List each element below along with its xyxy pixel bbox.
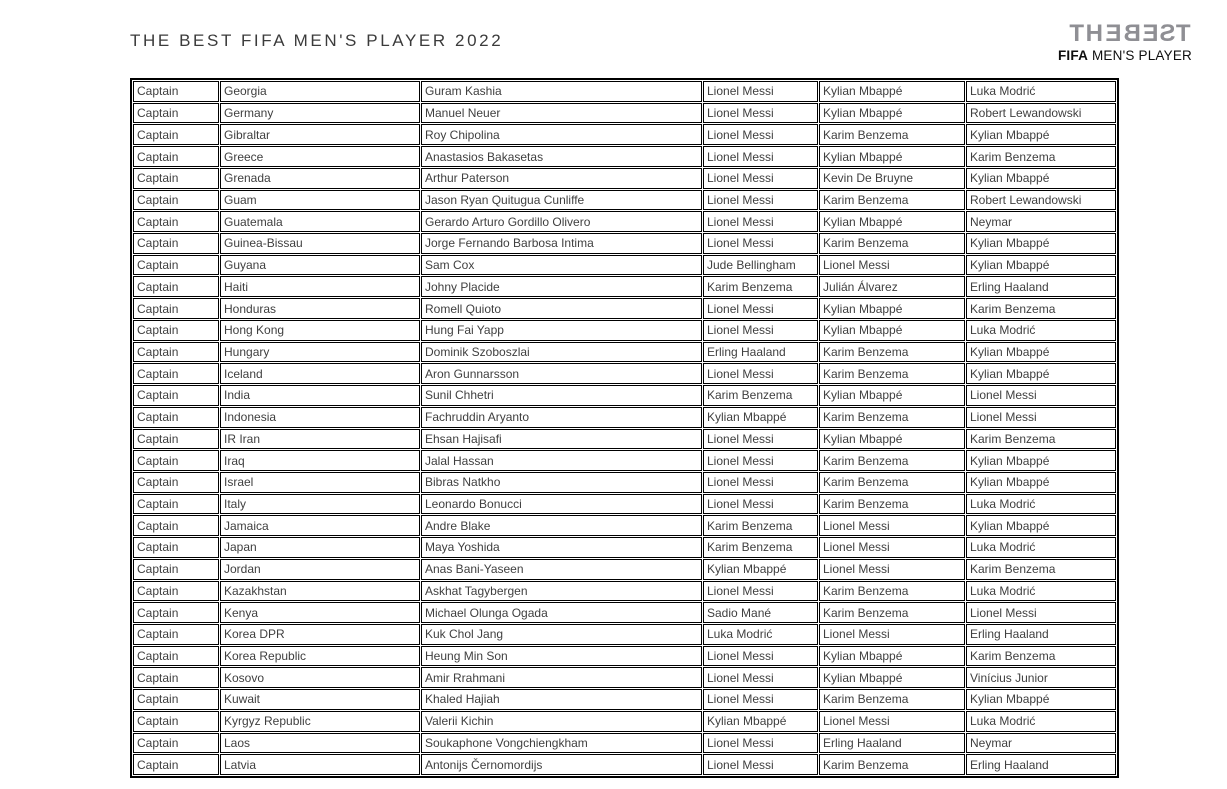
first-vote-cell: Lionel Messi <box>703 146 818 167</box>
country-cell: Grenada <box>220 168 420 189</box>
first-vote-cell: Sadio Mané <box>703 602 818 623</box>
second-vote-cell: Karim Benzema <box>819 407 965 428</box>
captain-name-cell: Jason Ryan Quitugua Cunliffe <box>421 190 702 211</box>
country-cell: Laos <box>220 733 420 754</box>
captain-name-cell: Manuel Neuer <box>421 103 702 124</box>
country-cell: Gibraltar <box>220 124 420 145</box>
second-vote-cell: Kylian Mbappé <box>819 320 965 341</box>
country-cell: Iraq <box>220 450 420 471</box>
voter-role-cell: Captain <box>133 689 219 710</box>
second-vote-cell: Karim Benzema <box>819 190 965 211</box>
captain-votes-table <box>130 78 1119 778</box>
third-vote-cell: Neymar <box>966 733 1116 754</box>
captain-name-cell: Jalal Hassan <box>421 450 702 471</box>
table-row <box>133 429 1116 450</box>
captain-name-cell: Sam Cox <box>421 255 702 276</box>
voter-role-cell: Captain <box>133 754 219 775</box>
table-row <box>133 689 1116 710</box>
third-vote-cell: Kylian Mbappé <box>966 472 1116 493</box>
second-vote-cell: Karim Benzema <box>819 754 965 775</box>
captain-name-cell: Hung Fai Yapp <box>421 320 702 341</box>
country-cell: Guatemala <box>220 211 420 232</box>
second-vote-cell: Lionel Messi <box>819 559 965 580</box>
country-cell: Hong Kong <box>220 320 420 341</box>
table-row <box>133 515 1116 536</box>
table-row <box>133 320 1116 341</box>
table-row <box>133 255 1116 276</box>
country-cell: IR Iran <box>220 429 420 450</box>
table-row <box>133 124 1116 145</box>
third-vote-cell: Robert Lewandowski <box>966 103 1116 124</box>
third-vote-cell: Kylian Mbappé <box>966 255 1116 276</box>
second-vote-cell: Lionel Messi <box>819 711 965 732</box>
captain-name-cell: Heung Min Son <box>421 646 702 667</box>
voter-role-cell: Captain <box>133 450 219 471</box>
second-vote-cell: Karim Benzema <box>819 450 965 471</box>
voter-role-cell: Captain <box>133 733 219 754</box>
country-cell: Honduras <box>220 298 420 319</box>
table-row <box>133 581 1116 602</box>
captain-name-cell: Kuk Chol Jang <box>421 624 702 645</box>
first-vote-cell: Lionel Messi <box>703 581 818 602</box>
captain-name-cell: Khaled Hajiah <box>421 689 702 710</box>
third-vote-cell: Kylian Mbappé <box>966 689 1116 710</box>
table-row <box>133 624 1116 645</box>
country-cell: Kosovo <box>220 667 420 688</box>
second-vote-cell: Karim Benzema <box>819 581 965 602</box>
voter-role-cell: Captain <box>133 255 219 276</box>
third-vote-cell: Karim Benzema <box>966 146 1116 167</box>
table-row <box>133 233 1116 254</box>
third-vote-cell: Karim Benzema <box>966 559 1116 580</box>
captain-name-cell: Maya Yoshida <box>421 537 702 558</box>
third-vote-cell: Lionel Messi <box>966 602 1116 623</box>
first-vote-cell: Lionel Messi <box>703 103 818 124</box>
second-vote-cell: Karim Benzema <box>819 233 965 254</box>
table-row <box>133 559 1116 580</box>
captain-name-cell: Gerardo Arturo Gordillo Olivero <box>421 211 702 232</box>
first-vote-cell: Lionel Messi <box>703 190 818 211</box>
third-vote-cell: Luka Modrić <box>966 711 1116 732</box>
first-vote-cell: Lionel Messi <box>703 363 818 384</box>
table-row <box>133 667 1116 688</box>
first-vote-cell: Lionel Messi <box>703 168 818 189</box>
table-row <box>133 711 1116 732</box>
captain-name-cell: Fachruddin Aryanto <box>421 407 702 428</box>
captain-name-cell: Michael Olunga Ogada <box>421 602 702 623</box>
table-row <box>133 450 1116 471</box>
third-vote-cell: Lionel Messi <box>966 385 1116 406</box>
country-cell: Korea DPR <box>220 624 420 645</box>
country-cell: Jamaica <box>220 515 420 536</box>
first-vote-cell: Lionel Messi <box>703 494 818 515</box>
table-row <box>133 646 1116 667</box>
table-row <box>133 733 1116 754</box>
second-vote-cell: Kylian Mbappé <box>819 211 965 232</box>
third-vote-cell: Luka Modrić <box>966 320 1116 341</box>
second-vote-cell: Kylian Mbappé <box>819 298 965 319</box>
the-best-fifa-logo <box>1058 22 1192 63</box>
table-row <box>133 168 1116 189</box>
second-vote-cell: Kylian Mbappé <box>819 646 965 667</box>
second-vote-cell: Kylian Mbappé <box>819 146 965 167</box>
captain-name-cell: Bibras Natkho <box>421 472 702 493</box>
first-vote-cell: Kylian Mbappé <box>703 711 818 732</box>
table-row <box>133 81 1116 102</box>
first-vote-cell: Lionel Messi <box>703 233 818 254</box>
captain-name-cell: Arthur Paterson <box>421 168 702 189</box>
voter-role-cell: Captain <box>133 81 219 102</box>
first-vote-cell: Jude Bellingham <box>703 255 818 276</box>
third-vote-cell: Karim Benzema <box>966 298 1116 319</box>
table-row <box>133 276 1116 297</box>
voter-role-cell: Captain <box>133 363 219 384</box>
second-vote-cell: Lionel Messi <box>819 537 965 558</box>
second-vote-cell: Julián Álvarez <box>819 276 965 297</box>
voter-role-cell: Captain <box>133 190 219 211</box>
country-cell: Guyana <box>220 255 420 276</box>
third-vote-cell: Karim Benzema <box>966 646 1116 667</box>
second-vote-cell: Kylian Mbappé <box>819 429 965 450</box>
table-row <box>133 342 1116 363</box>
country-cell: Japan <box>220 537 420 558</box>
first-vote-cell: Kylian Mbappé <box>703 559 818 580</box>
captain-name-cell: Ehsan Hajisafi <box>421 429 702 450</box>
third-vote-cell: Kylian Mbappé <box>966 168 1116 189</box>
second-vote-cell: Karim Benzema <box>819 342 965 363</box>
first-vote-cell: Lionel Messi <box>703 211 818 232</box>
second-vote-cell: Karim Benzema <box>819 602 965 623</box>
third-vote-cell: Kylian Mbappé <box>966 233 1116 254</box>
first-vote-cell: Karim Benzema <box>703 515 818 536</box>
third-vote-cell: Luka Modrić <box>966 581 1116 602</box>
table-row <box>133 472 1116 493</box>
second-vote-cell: Karim Benzema <box>819 472 965 493</box>
captain-name-cell: Dominik Szoboszlai <box>421 342 702 363</box>
voter-role-cell: Captain <box>133 429 219 450</box>
captain-name-cell: Soukaphone Vongchiengkham <box>421 733 702 754</box>
voter-role-cell: Captain <box>133 537 219 558</box>
second-vote-cell: Kylian Mbappé <box>819 667 965 688</box>
captain-name-cell: Roy Chipolina <box>421 124 702 145</box>
third-vote-cell: Kylian Mbappé <box>966 124 1116 145</box>
table-row <box>133 754 1116 775</box>
third-vote-cell: Kylian Mbappé <box>966 363 1116 384</box>
first-vote-cell: Lionel Messi <box>703 81 818 102</box>
voter-role-cell: Captain <box>133 559 219 580</box>
captain-name-cell: Anas Bani-Yaseen <box>421 559 702 580</box>
country-cell: Hungary <box>220 342 420 363</box>
page-title: THE BEST FIFA MEN'S PLAYER 2022 <box>130 31 504 50</box>
country-cell: Italy <box>220 494 420 515</box>
first-vote-cell: Lionel Messi <box>703 667 818 688</box>
mens-player-wordmark-text: MEN'S PLAYER <box>1088 48 1192 63</box>
country-cell: Israel <box>220 472 420 493</box>
first-vote-cell: Lionel Messi <box>703 429 818 450</box>
third-vote-cell: Lionel Messi <box>966 407 1116 428</box>
voter-role-cell: Captain <box>133 581 219 602</box>
table-row <box>133 363 1116 384</box>
country-cell: Germany <box>220 103 420 124</box>
voter-role-cell: Captain <box>133 103 219 124</box>
table-row <box>133 602 1116 623</box>
country-cell: Guinea-Bissau <box>220 233 420 254</box>
fifa-wordmark-bold: FIFA <box>1057 48 1089 63</box>
captain-name-cell: Romell Quioto <box>421 298 702 319</box>
voter-role-cell: Captain <box>133 646 219 667</box>
country-cell: Korea Republic <box>220 646 420 667</box>
voter-role-cell: Captain <box>133 515 219 536</box>
first-vote-cell: Kylian Mbappé <box>703 407 818 428</box>
table-row <box>133 146 1116 167</box>
second-vote-cell: Erling Haaland <box>819 733 965 754</box>
voter-role-cell: Captain <box>133 298 219 319</box>
first-vote-cell: Lionel Messi <box>703 320 818 341</box>
second-vote-cell: Kevin De Bruyne <box>819 168 965 189</box>
voter-role-cell: Captain <box>133 320 219 341</box>
captain-name-cell: Antonijs Černomordijs <box>421 754 702 775</box>
country-cell: Haiti <box>220 276 420 297</box>
second-vote-cell: Kylian Mbappé <box>819 81 965 102</box>
third-vote-cell: Erling Haaland <box>966 754 1116 775</box>
captain-name-cell: Anastasios Bakasetas <box>421 146 702 167</box>
captain-name-cell: Askhat Tagybergen <box>421 581 702 602</box>
first-vote-cell: Karim Benzema <box>703 276 818 297</box>
voter-role-cell: Captain <box>133 168 219 189</box>
voter-role-cell: Captain <box>133 602 219 623</box>
first-vote-cell: Luka Modrić <box>703 624 818 645</box>
first-vote-cell: Lionel Messi <box>703 124 818 145</box>
second-vote-cell: Karim Benzema <box>819 124 965 145</box>
third-vote-cell: Luka Modrić <box>966 494 1116 515</box>
table-row <box>133 298 1116 319</box>
second-vote-cell: Karim Benzema <box>819 689 965 710</box>
voter-role-cell: Captain <box>133 385 219 406</box>
voter-role-cell: Captain <box>133 494 219 515</box>
first-vote-cell: Lionel Messi <box>703 646 818 667</box>
country-cell: Kyrgyz Republic <box>220 711 420 732</box>
voter-role-cell: Captain <box>133 342 219 363</box>
fifa-mens-player-wordmark <box>1058 49 1192 63</box>
second-vote-cell: Lionel Messi <box>819 255 965 276</box>
second-vote-cell: Lionel Messi <box>819 624 965 645</box>
the-best-wordmark: THEBEST <box>1069 20 1192 47</box>
country-cell: Indonesia <box>220 407 420 428</box>
table-row <box>133 537 1116 558</box>
first-vote-cell: Lionel Messi <box>703 754 818 775</box>
third-vote-cell: Robert Lewandowski <box>966 190 1116 211</box>
voter-role-cell: Captain <box>133 233 219 254</box>
first-vote-cell: Lionel Messi <box>703 298 818 319</box>
first-vote-cell: Lionel Messi <box>703 472 818 493</box>
first-vote-cell: Karim Benzema <box>703 385 818 406</box>
country-cell: Kenya <box>220 602 420 623</box>
first-vote-cell: Lionel Messi <box>703 733 818 754</box>
third-vote-cell: Vinícius Junior <box>966 667 1116 688</box>
country-cell: Guam <box>220 190 420 211</box>
captain-name-cell: Sunil Chhetri <box>421 385 702 406</box>
table-row <box>133 385 1116 406</box>
first-vote-cell: Lionel Messi <box>703 450 818 471</box>
second-vote-cell: Karim Benzema <box>819 494 965 515</box>
captain-name-cell: Valerii Kichin <box>421 711 702 732</box>
table-row <box>133 407 1116 428</box>
captain-name-cell: Leonardo Bonucci <box>421 494 702 515</box>
first-vote-cell: Karim Benzema <box>703 537 818 558</box>
third-vote-cell: Kylian Mbappé <box>966 450 1116 471</box>
captain-name-cell: Amir Rrahmani <box>421 667 702 688</box>
voter-role-cell: Captain <box>133 667 219 688</box>
country-cell: Jordan <box>220 559 420 580</box>
voter-role-cell: Captain <box>133 276 219 297</box>
second-vote-cell: Lionel Messi <box>819 515 965 536</box>
captain-name-cell: Aron Gunnarsson <box>421 363 702 384</box>
country-cell: Georgia <box>220 81 420 102</box>
voter-role-cell: Captain <box>133 124 219 145</box>
table-row <box>133 211 1116 232</box>
third-vote-cell: Neymar <box>966 211 1116 232</box>
voter-role-cell: Captain <box>133 624 219 645</box>
third-vote-cell: Erling Haaland <box>966 276 1116 297</box>
captain-name-cell: Johny Placide <box>421 276 702 297</box>
voter-role-cell: Captain <box>133 407 219 428</box>
third-vote-cell: Karim Benzema <box>966 429 1116 450</box>
voter-role-cell: Captain <box>133 711 219 732</box>
table-row <box>133 494 1116 515</box>
second-vote-cell: Kylian Mbappé <box>819 385 965 406</box>
country-cell: Latvia <box>220 754 420 775</box>
second-vote-cell: Karim Benzema <box>819 363 965 384</box>
first-vote-cell: Erling Haaland <box>703 342 818 363</box>
country-cell: Iceland <box>220 363 420 384</box>
country-cell: Greece <box>220 146 420 167</box>
third-vote-cell: Kylian Mbappé <box>966 342 1116 363</box>
country-cell: Kuwait <box>220 689 420 710</box>
third-vote-cell: Erling Haaland <box>966 624 1116 645</box>
table-row <box>133 190 1116 211</box>
captain-name-cell: Andre Blake <box>421 515 702 536</box>
captain-name-cell: Guram Kashia <box>421 81 702 102</box>
first-vote-cell: Lionel Messi <box>703 689 818 710</box>
votes-table-body <box>133 81 1116 775</box>
voter-role-cell: Captain <box>133 211 219 232</box>
table-row <box>133 103 1116 124</box>
country-cell: India <box>220 385 420 406</box>
captain-name-cell: Jorge Fernando Barbosa Intima <box>421 233 702 254</box>
third-vote-cell: Kylian Mbappé <box>966 515 1116 536</box>
country-cell: Kazakhstan <box>220 581 420 602</box>
voter-role-cell: Captain <box>133 146 219 167</box>
second-vote-cell: Kylian Mbappé <box>819 103 965 124</box>
third-vote-cell: Luka Modrić <box>966 81 1116 102</box>
third-vote-cell: Luka Modrić <box>966 537 1116 558</box>
voter-role-cell: Captain <box>133 472 219 493</box>
